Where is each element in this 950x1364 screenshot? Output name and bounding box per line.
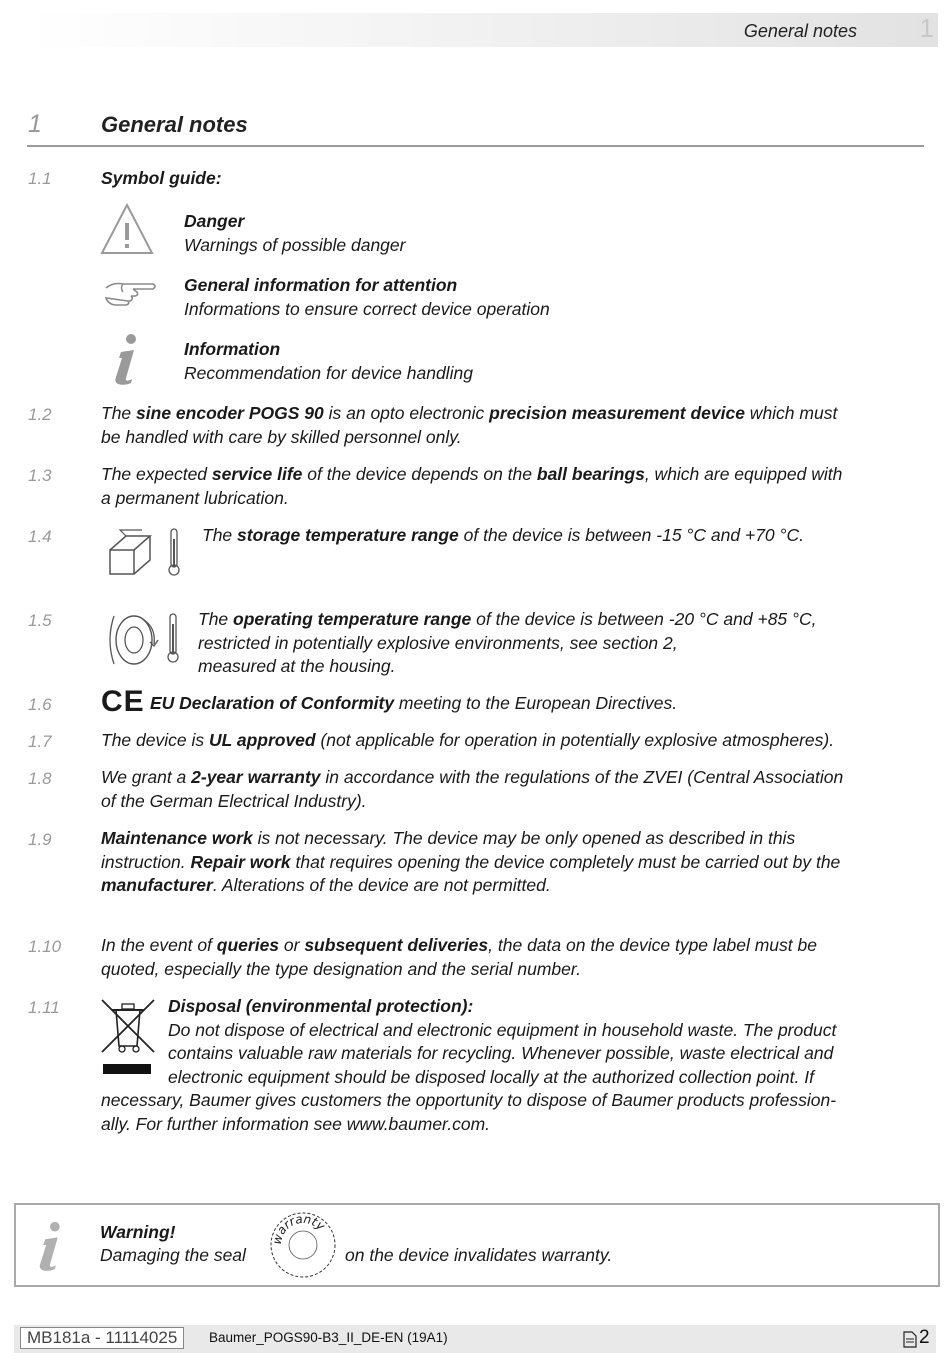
info-icon (36, 1220, 66, 1272)
pointing-hand-icon (103, 278, 159, 310)
chapter-title: General notes (101, 112, 248, 137)
symbol-description: Recommendation for device handling (184, 362, 473, 383)
thermometer-icon (166, 612, 180, 664)
section-text: EU Declaration of Conformity meeting to the European Directives. (150, 693, 678, 713)
section-number: 1.9 (28, 830, 52, 849)
section-title: Symbol guide: (101, 168, 222, 188)
section-number: 1.3 (28, 466, 52, 485)
thermometer-icon (167, 527, 181, 577)
svg-text:warranty (270, 1212, 329, 1246)
section-text: necessary, Baumer gives customers the opportunity to dispose of Baumer products profession- ally. For further information see www.baumer.com. (101, 1090, 837, 1134)
section-text: The operating temperature range of the device is between -20 °C and +85 °C, restricted in potentially explosive environments, see section 2, measured at the housing. (198, 609, 817, 676)
symbol-item (184, 338, 473, 385)
symbol-description: Warnings of possible danger (184, 234, 406, 255)
header-title: General notes (743, 21, 857, 41)
section-text: Disposal (environmental protection): Do not dispose of electrical and electronic equipment in household waste. The product contains valuable raw materials for recycling. Whenever possible, waste electrical and electronic equipment should be disposed locally at the authorized collection point. If (168, 996, 837, 1087)
section-number: 1.1 (28, 169, 52, 188)
crossed-out-bin-icon (100, 998, 156, 1078)
section-text: Maintenance work is not necessary. The device may be only opened as described in this instruction. Repair work that requires opening the device completely must be carried out by the manufacturer. Alterations of the device are not permitted. (101, 828, 841, 895)
disposal-title: Disposal (environmental protection): (168, 996, 474, 1016)
symbol-title: Information (184, 339, 281, 359)
footer-document-code: MB181a - 11114025 (20, 1327, 184, 1349)
section-text: We grant a 2-year warranty in accordance with the regulations of the ZVEI (Central Association of the German Electrical Industry). (101, 767, 844, 811)
chapter-number: 1 (28, 110, 42, 138)
section-number: 1.10 (28, 937, 62, 956)
section-number: 1.2 (28, 405, 52, 424)
section-number: 1.7 (28, 732, 52, 751)
section-text: The expected service life of the device depends on the ball bearings, which are equipped with a permanent lubrication. (101, 464, 843, 508)
warning-title: Warning! (100, 1222, 176, 1242)
seal-text: warranty (269, 1211, 328, 1246)
header-chapter-number: 1 (919, 13, 934, 43)
section-number: 1.5 (28, 611, 52, 630)
section-text: The storage temperature range of the device is between -15 °C and +70 °C. (202, 525, 805, 545)
rotating-encoder-icon (104, 608, 162, 670)
section-text: The device is UL approved (not applicable for operation in potentially explosive atmospheres). (101, 730, 835, 750)
warranty-seal-icon (268, 1210, 338, 1280)
symbol-item (184, 210, 405, 257)
section-text: In the event of queries or subsequent deliveries, the data on the device type label must be quoted, especially the type designation and the serial number. (101, 935, 817, 979)
footer-page-number: 2 (919, 1327, 930, 1348)
footer-document-name: Baumer_POGS90-B3_II_DE-EN (19A1) (209, 1330, 448, 1345)
section-number: 1.8 (28, 769, 52, 788)
section-number: 1.4 (28, 527, 52, 546)
danger-triangle-icon (100, 203, 154, 255)
ce-mark-icon: CE (101, 685, 145, 718)
warning-text-end: on the device invalidates warranty. (345, 1245, 613, 1265)
symbol-title: General information for attention (184, 275, 458, 295)
symbol-description: Informations to ensure correct device operation (184, 298, 550, 319)
symbol-title: Danger (184, 211, 245, 231)
page-icon (903, 1331, 917, 1348)
info-icon (112, 332, 142, 386)
warning-text-start: Damaging the seal (100, 1245, 246, 1265)
section-number: 1.11 (28, 998, 60, 1017)
symbol-item (184, 274, 550, 321)
section-text: The sine encoder POGS 90 is an opto electronic precision measurement device which must be handled with care by skilled personnel only. (101, 403, 838, 447)
chapter-rule (27, 145, 924, 147)
storage-box-icon (108, 528, 156, 578)
section-number: 1.6 (28, 695, 52, 714)
